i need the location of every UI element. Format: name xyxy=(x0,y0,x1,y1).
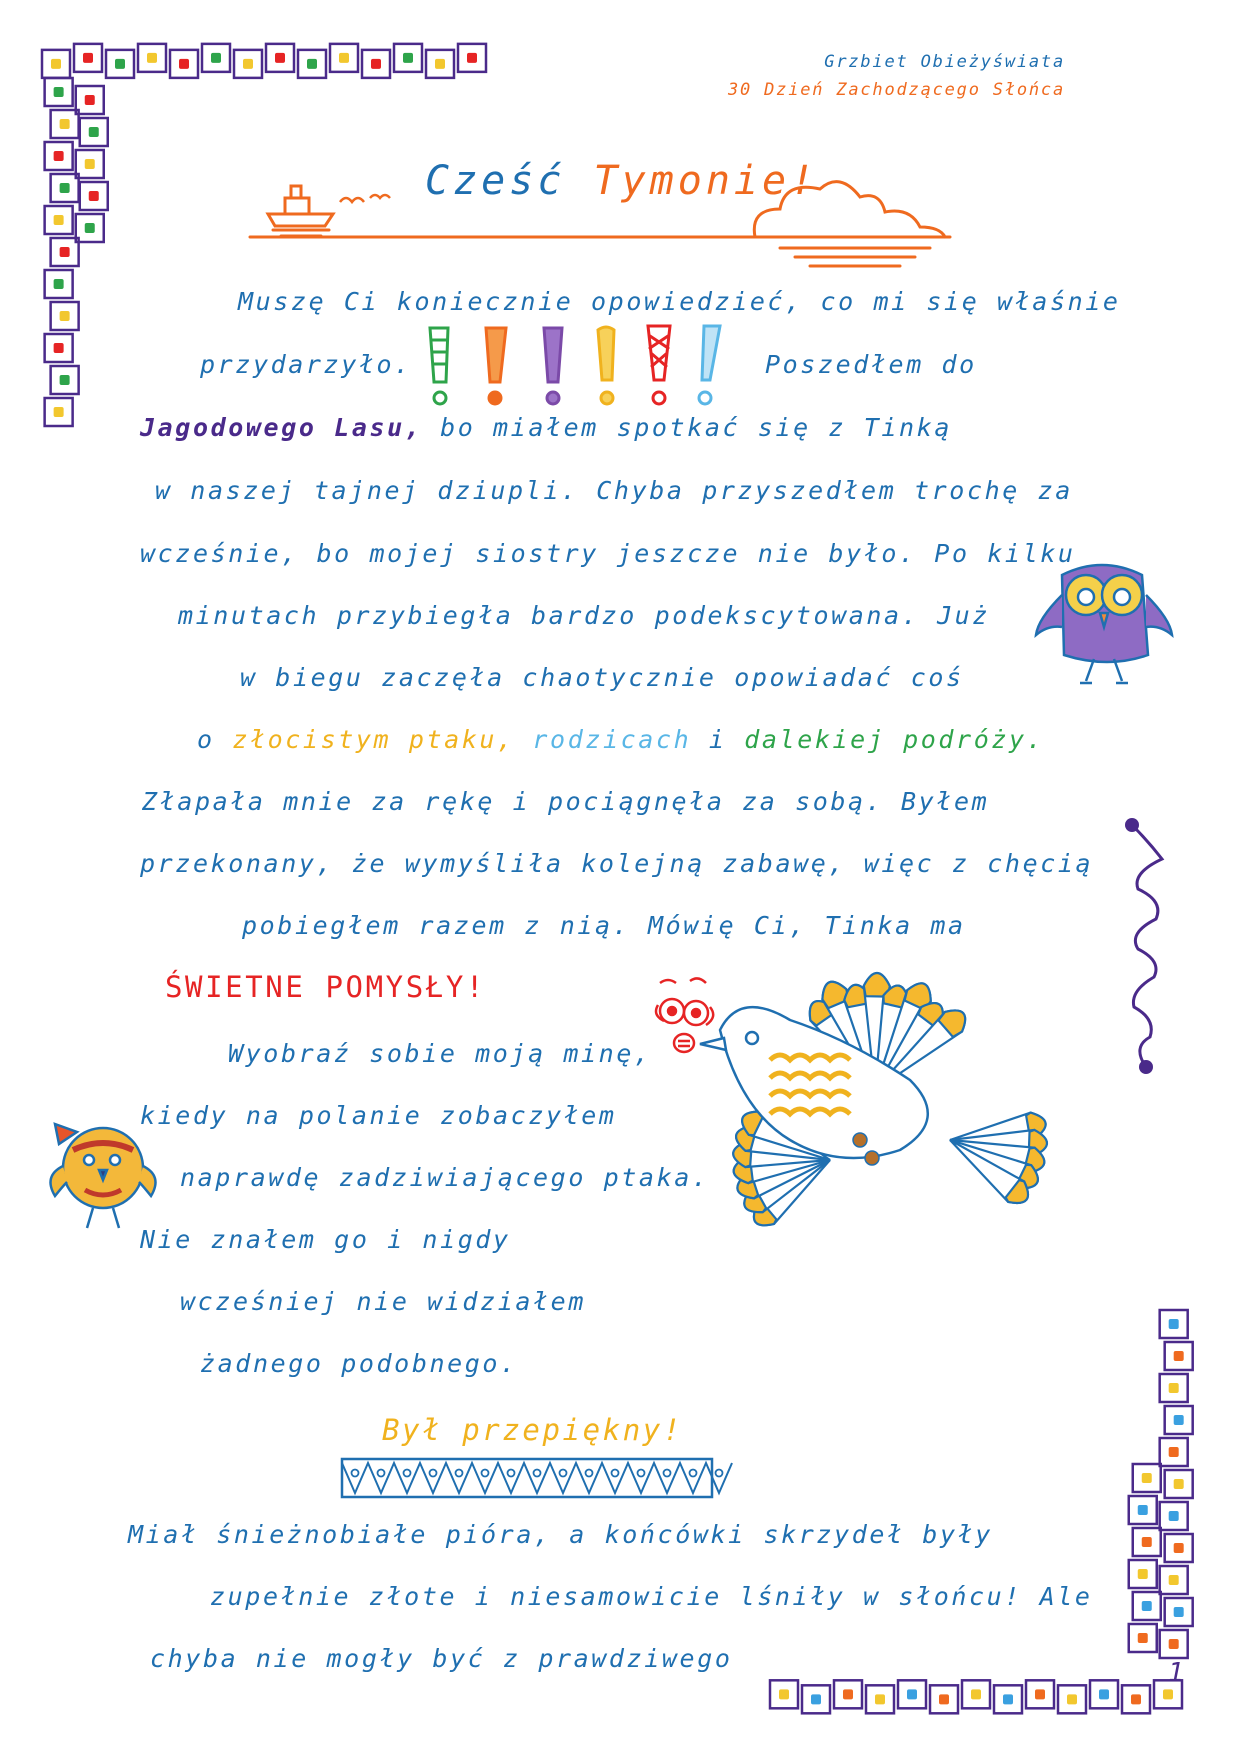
page-number: 1 xyxy=(1168,1658,1184,1688)
p3-line-1: Miał śnieżnobiałe pióra, a końcówki skrzydeł były xyxy=(128,1520,993,1549)
greeting-name: Tymonie! xyxy=(593,158,819,204)
p1-line-5: wcześnie, bo mojej siostry jeszcze nie było. Po kilku xyxy=(140,539,1076,568)
exclamation-heading: Był przepiękny! xyxy=(382,1413,683,1447)
p3-line-2: zupełnie złote i niesamowicie lśniły w słońcu! Ale xyxy=(210,1582,1093,1611)
p2-line-1: Wyobraź sobie moją minę, xyxy=(228,1039,652,1068)
p1-line-8d: i xyxy=(708,725,727,754)
p1-line-1: Muszę Ci koniecznie opowiedzieć, co mi się właśnie xyxy=(238,287,1121,316)
p2-line-2: kiedy na polanie zobaczyłem xyxy=(140,1101,617,1130)
p2-line-6: żadnego podobnego. xyxy=(200,1349,518,1378)
exclamation-marks-icon xyxy=(420,320,750,410)
p1-line-4: w naszej tajnej dziupli. Chyba przyszedłem trochę za xyxy=(155,476,1073,505)
golden-bird-phrase: złocistym ptaku, xyxy=(232,725,515,754)
great-ideas-heading: ŚWIETNE POMYSŁY! xyxy=(165,970,486,1004)
golden-bird-icon xyxy=(660,950,1120,1410)
letter-date: 30 Dzień Zachodzącego Słońca xyxy=(728,80,1065,100)
p2-line-3: naprawdę zadziwiającego ptaka. xyxy=(180,1163,710,1192)
zigzag-border-icon xyxy=(340,1455,720,1505)
p2-line-5: wcześniej nie widziałem xyxy=(180,1287,586,1316)
p1-line-10: przekonany, że wymyśliła kolejną zabawę, więc z chęcią xyxy=(140,849,1094,878)
p3-line-3: chyba nie mogły być z prawdziwego xyxy=(150,1644,733,1673)
journey-phrase: dalekiej podróży. xyxy=(744,725,1045,754)
p1-line-6: minutach przybiegła bardzo podekscytowana. Już xyxy=(178,601,990,630)
horizon-line xyxy=(250,180,970,260)
p2-line-4: Nie znałem go i nigdy xyxy=(140,1225,511,1254)
greeting-word: Cześć xyxy=(425,158,566,204)
parents-phrase: rodzicach xyxy=(532,725,692,754)
p1-line-8 xyxy=(197,725,1044,754)
p1-line-2b: Poszedłem do xyxy=(765,350,977,379)
purple-owl-icon xyxy=(1030,555,1170,695)
p1-line-9: Złapała mnie za rękę i pociągnęła za sobą. Byłem xyxy=(142,787,990,816)
letter-location: Grzbiet Obieżyświata xyxy=(824,52,1065,72)
yellow-bird-icon xyxy=(35,1110,165,1240)
p1-line-3 xyxy=(140,413,952,442)
p1-line-11: pobiegłem razem z nią. Mówię Ci, Tinka ma xyxy=(242,911,966,940)
jagodowy-las-highlight: Jagodowego Lasu, xyxy=(140,413,423,442)
p1-line-3b: bo miałem spotkać się z Tinką xyxy=(440,413,952,442)
p1-line-8a: o xyxy=(197,725,215,754)
p1-line-2a: przydarzyło. xyxy=(200,350,412,379)
squiggle-icon xyxy=(1110,815,1180,1085)
p1-line-7: w biegu zaczęła chaotycznie opowiadać coś xyxy=(240,663,964,692)
